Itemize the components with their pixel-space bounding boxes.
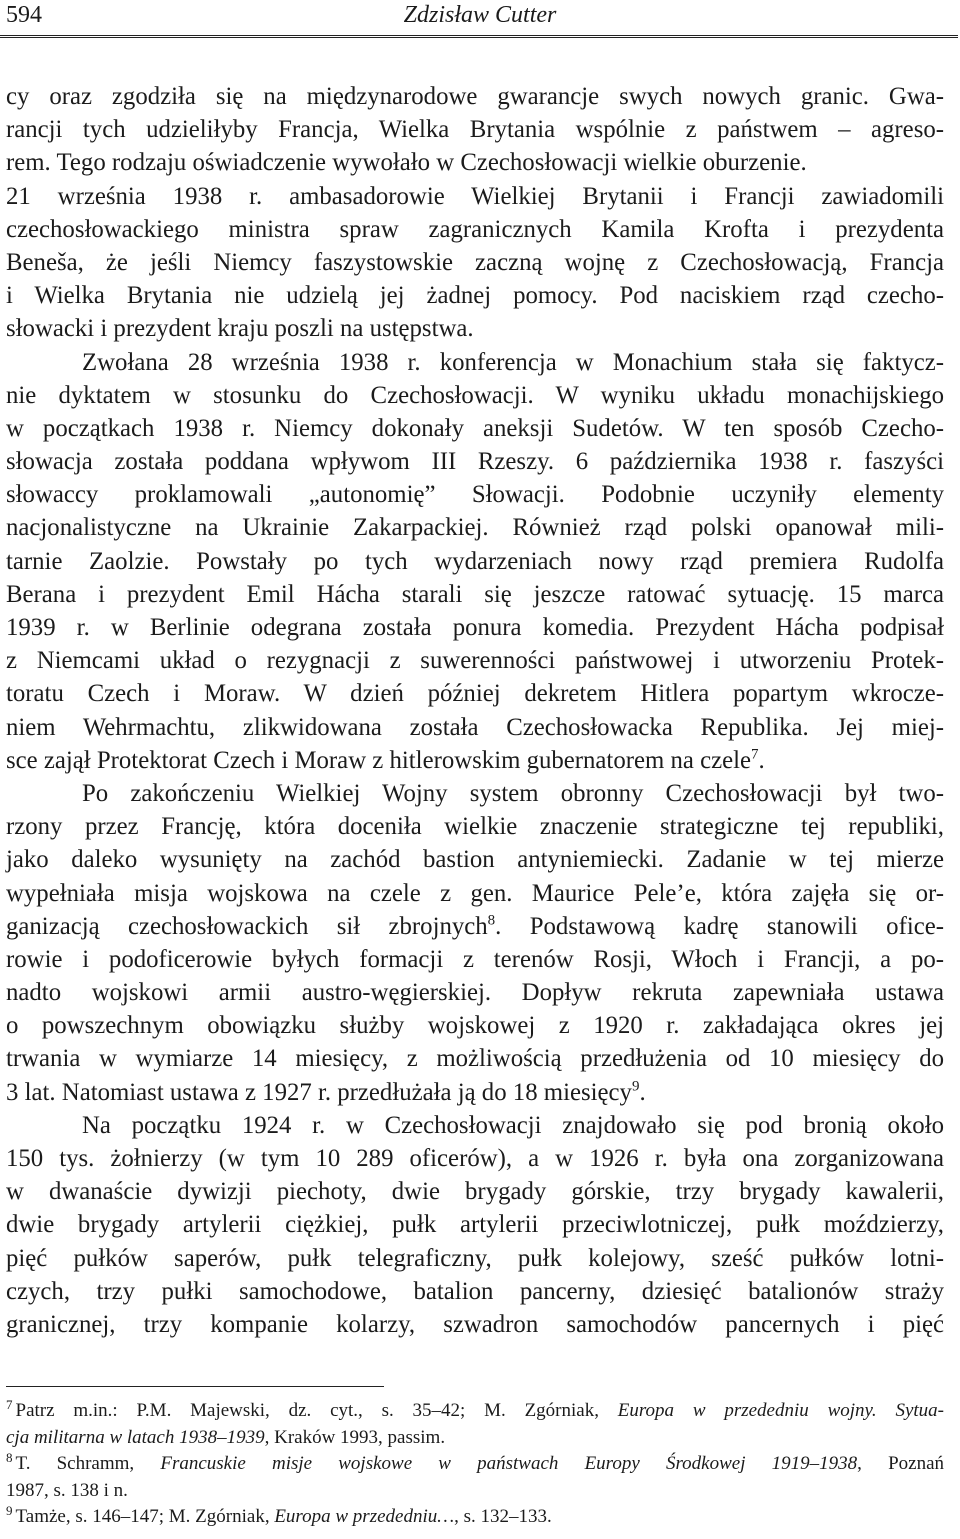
- footnote-text: Tamże, s. 146–147; M. Zgórniak,: [15, 1506, 275, 1527]
- text-line: cy oraz zgodziła się na międzynarodowe gwarancje swych nowych granic. Gwa-: [6, 83, 944, 110]
- text-line: dwie brygady artylerii ciężkiej, pułk artylerii przeciwlotniczej, pułk moździerzy,: [6, 1211, 944, 1239]
- footnote-7-cont: [6, 1425, 944, 1452]
- line-text: .: [758, 746, 765, 774]
- text-line: rzony przez Francję, która doceniła wielkie znaczenie strategiczne tej republiki,: [6, 813, 944, 841]
- text-line: w dwanaście dywizji piechoty, dwie brygady górskie, trzy brygady kawalerii,: [6, 1178, 944, 1206]
- footnote-text: T. Schramm,: [15, 1453, 161, 1474]
- header-rule: [0, 35, 958, 38]
- text-line: [6, 1076, 944, 1109]
- text-line: 1939 r. w Berlinie odegrana została ponura komedia. Prezydent Hácha podpisał: [6, 614, 944, 641]
- text-line: trwania w wymiarze 14 miesięcy, z możliwością przedłużenia od 10 miesięcy do: [6, 1045, 944, 1073]
- footnote-title: Europa w przededniu…: [274, 1506, 455, 1527]
- text-line: nie dyktatem w stosunku do Czechosłowacji. W wyniku układu monachijskiego: [6, 381, 944, 409]
- line-text: .: [639, 1078, 646, 1106]
- footnote-title: Francuskie misje wojskowe w państwach Europy Środkowej 1919–1938: [160, 1453, 858, 1474]
- page-number: 594: [6, 2, 42, 28]
- footnote-text: , s. 132–133.: [454, 1506, 552, 1527]
- text-line: nacjonalistyczne na Ukrainie Zakarpackiej. Również rząd polski opanował mili-: [6, 514, 944, 542]
- footnote-7: [6, 1398, 944, 1425]
- text-line: toratu Czech i Moraw. W dzień później dekretem Hitlera popartym wkrocze-: [6, 680, 944, 708]
- line-text: ganizacją czechosłowackich sił zbrojnych: [6, 912, 488, 940]
- footnote-ref-7: 7: [750, 746, 759, 763]
- text-line: Na początku 1924 r. w Czechosłowacji znajdowało się pod bronią około: [82, 1111, 944, 1139]
- footnote-text: , Poznań: [857, 1453, 945, 1474]
- footnote-ref-8: 8: [487, 912, 496, 929]
- footnote-number: 8: [6, 1449, 13, 1465]
- text-line: rancji tych udzieliłyby Francja, Wielka Brytania wspólnie z państwem – agreso-: [6, 116, 944, 144]
- footnote-text: 1987, s. 138 i n.: [6, 1479, 128, 1501]
- running-head: Zdzisław Cutter: [403, 2, 557, 28]
- footnotes: [6, 1398, 944, 1531]
- line-text: 3 lat. Natomiast ustawa z 1927 r. przedłużała ją do 18 miesięcy: [6, 1078, 632, 1106]
- footnote-title: cja militarna w latach 1938–1939: [6, 1426, 265, 1448]
- text-line: słowacja została poddana wpływom III Rzeszy. 6 października 1938 r. faszyści: [6, 448, 944, 476]
- text-line: czechosłowackiego ministra spraw zagranicznych Kamila Krofta i prezydenta: [6, 215, 944, 243]
- footnote-ref-9: 9: [631, 1078, 640, 1095]
- footnote-number: 9: [6, 1502, 13, 1518]
- text-line: [6, 910, 944, 943]
- text-line: wypełniała misja wojskowa na czele z gen. Maurice Pele’e, która zajęła się or-: [6, 879, 944, 907]
- footnote-text: Patrz m.in.: P.M. Majewski, dz. cyt., s. 35–42; M. Zgórniak,: [15, 1400, 618, 1421]
- text-line: 150 tys. żołnierzy (w tym 10 289 oficerów), a w 1926 r. była ona zorganizowana: [6, 1145, 944, 1172]
- footnote-8-cont: [6, 1478, 944, 1505]
- text-line: nadto wojskowi armii austro-węgierskiej. Dopływ rekruta zapewniała ustawa: [6, 979, 944, 1007]
- text-line: niem Wehrmachtu, zlikwidowana została Czechosłowacka Republika. Jej miej-: [6, 713, 944, 741]
- text-line: o powszechnym obowiązku służby wojskowej z 1920 r. zakładająca okres jej: [6, 1012, 944, 1040]
- text-line: w początkach 1938 r. Niemcy dokonały aneksji Sudetów. W ten sposób Czecho-: [6, 414, 944, 442]
- text-line: i Wielka Brytania nie udzielą jej żadnej pomocy. Pod naciskiem rząd czecho-: [6, 282, 944, 310]
- line-text: . Podstawową kadrę stanowili ofice-: [495, 912, 944, 940]
- footnote-text: , Kraków 1993, passim.: [264, 1426, 446, 1448]
- text-line: Zwołana 28 września 1938 r. konferencja w Monachium stała się faktycz-: [82, 348, 944, 376]
- footnote-title: Europa w przededniu wojny. Sytua-: [617, 1400, 944, 1421]
- text-line: 21 września 1938 r. ambasadorowie Wielkiej Brytanii i Francji zawiadomili: [6, 182, 944, 210]
- body-text: [6, 80, 944, 1341]
- footnote-rule: [6, 1386, 384, 1387]
- text-line: Po zakończeniu Wielkiej Wojny system obronny Czechosłowacji był two-: [82, 779, 944, 807]
- text-line: pięć pułków saperów, pułk telegraficzny, pułk kolejowy, sześć pułków lotni-: [6, 1244, 944, 1272]
- text-line: Berana i prezydent Emil Hácha starali się jeszcze ratować sytuację. 15 marca: [6, 580, 944, 608]
- text-line: słowacki i prezydent kraju poszli na ustępstwa.: [6, 315, 474, 343]
- text-line: rowie i podoficerowie byłych formacji z terenów Rosji, Włoch i Francji, a po-: [6, 945, 944, 973]
- text-line: [6, 744, 944, 777]
- text-line: rem. Tego rodzaju oświadczenie wywołało w Czechosłowacji wielkie oburzenie.: [6, 149, 807, 177]
- line-text: sce zajął Protektorat Czech i Moraw z hitlerowskim gubernatorem na czele: [6, 746, 751, 774]
- page-header: [0, 0, 960, 38]
- text-line: Beneša, że jeśli Niemcy faszystowskie zaczną wojnę z Czechosłowacją, Francja: [6, 248, 944, 276]
- text-line: z Niemcami układ o rezygnacji z suwerenności państwowej i utworzeniu Protek-: [6, 647, 944, 675]
- text-line: jako daleko wysunięty na zachód bastion antyniemiecki. Zadanie w tej mierze: [6, 846, 944, 874]
- footnote-number: 7: [6, 1396, 13, 1412]
- text-line: czych, trzy pułki samochodowe, batalion pancerny, dziesięć batalionów straży: [6, 1277, 944, 1305]
- footnote-8: [6, 1451, 944, 1478]
- footnote-9: [6, 1504, 944, 1531]
- text-line: granicznej, trzy kompanie kolarzy, szwadron samochodów pancernych i pięć: [6, 1310, 944, 1338]
- text-line: słowaccy proklamowali „autonomię” Słowacji. Podobnie uczyniły elementy: [6, 481, 944, 509]
- text-line: tarnie Zaolzie. Powstały po tych wydarzeniach nowy rząd premiera Rudolfa: [6, 547, 944, 575]
